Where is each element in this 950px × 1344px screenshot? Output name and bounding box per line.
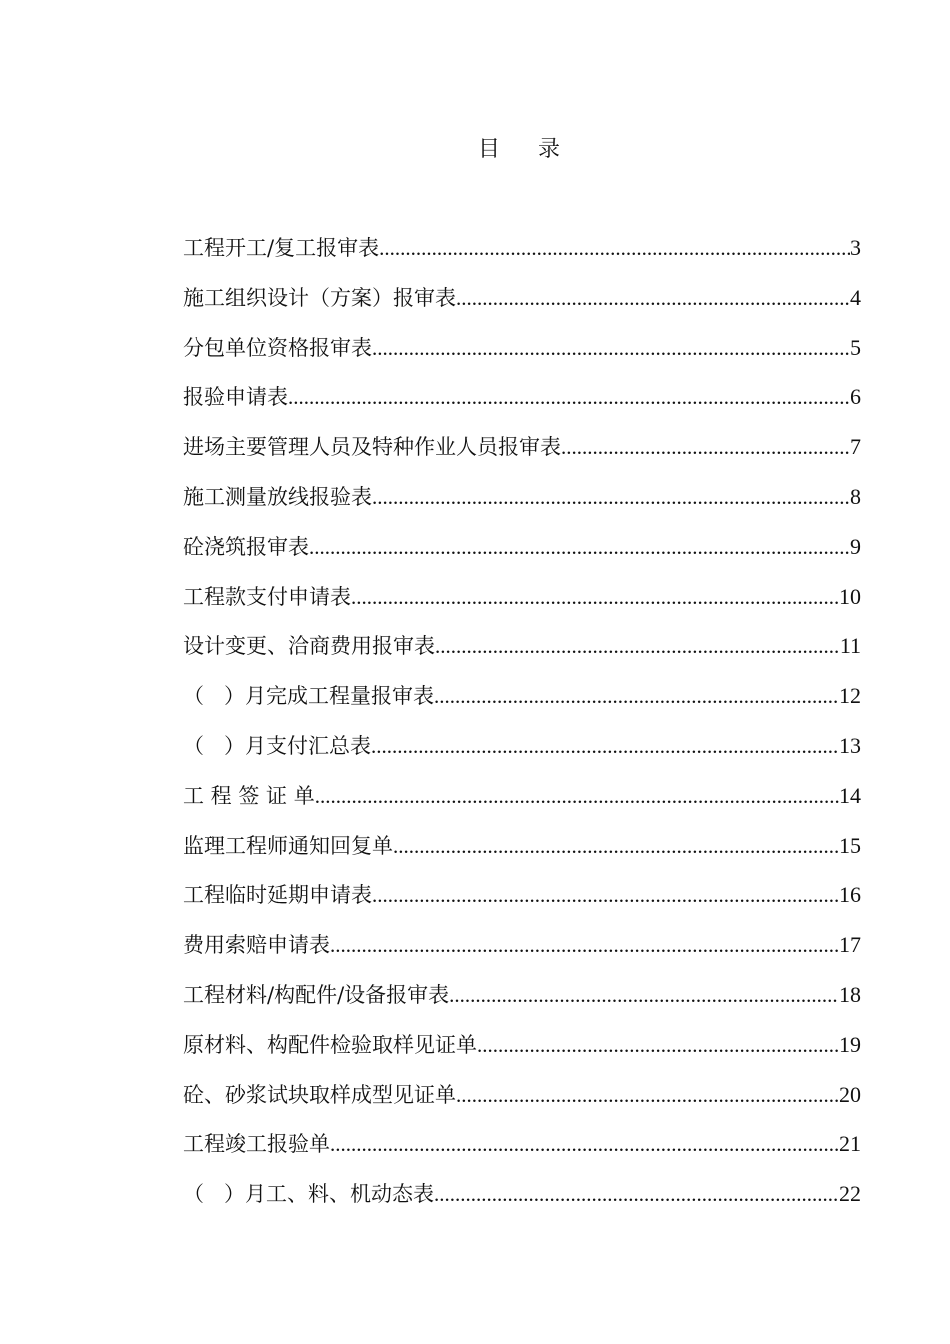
toc-dot-leader <box>351 579 839 615</box>
toc-page-number: 14 <box>839 782 861 808</box>
toc-entry[interactable] <box>183 1126 861 1176</box>
toc-dot-leader <box>315 778 839 814</box>
toc-entry-title: 施工组织设计（方案）报审表 <box>183 285 456 310</box>
toc-page-number: 5 <box>850 334 861 360</box>
toc-page-number: 19 <box>839 1031 861 1057</box>
toc-entry[interactable] <box>183 1077 861 1127</box>
toc-page-number: 22 <box>839 1181 861 1207</box>
toc-entry[interactable] <box>183 1027 861 1077</box>
toc-page-number: 9 <box>850 533 861 559</box>
toc-dot-leader <box>372 330 850 366</box>
toc-page-number: 11 <box>839 633 861 659</box>
toc-entry-title: 工程竣工报验单 <box>183 1132 330 1157</box>
toc-dot-leader <box>372 877 839 913</box>
toc-entry[interactable] <box>183 778 861 828</box>
toc-page-number: 21 <box>839 1131 861 1157</box>
toc-entry-title: 工程款支付申请表 <box>183 584 351 609</box>
toc-dot-leader <box>434 1176 839 1212</box>
toc-entry[interactable] <box>183 479 861 529</box>
toc-entry[interactable] <box>183 280 861 330</box>
page-title: 目 录 <box>478 137 562 162</box>
toc-entry[interactable] <box>183 579 861 629</box>
toc-page-number: 12 <box>839 683 861 709</box>
toc-entry-title: 进场主要管理人员及特种作业人员报审表 <box>183 435 561 460</box>
toc-entry[interactable] <box>183 678 861 728</box>
toc-page-number: 8 <box>850 483 861 509</box>
toc-entry[interactable] <box>183 877 861 927</box>
toc-entry[interactable] <box>183 379 861 429</box>
toc-entry-title: 工程材料/构配件/设备报审表 <box>183 982 450 1007</box>
toc-entry-title: （ ）月工、料、机动态表 <box>183 1182 435 1207</box>
toc-entry-title: 设计变更、洽商费用报审表 <box>183 634 435 659</box>
toc-dot-leader <box>309 529 850 565</box>
toc-page-number: 20 <box>839 1081 861 1107</box>
toc-entry[interactable] <box>183 230 861 280</box>
toc-entry-title: 砼、砂浆试块取样成型见证单 <box>183 1082 456 1107</box>
toc-entry-title: 砼浇筑报审表 <box>183 534 309 559</box>
toc-page-number: 6 <box>850 384 861 410</box>
toc-page-number: 13 <box>839 732 861 758</box>
toc-dot-leader <box>330 1126 839 1162</box>
toc-entry[interactable] <box>183 529 861 579</box>
toc-page-number: 18 <box>839 981 861 1007</box>
toc-entry[interactable] <box>183 628 861 678</box>
toc-entry-title: 工程临时延期申请表 <box>183 883 372 908</box>
toc-entry-title: 监理工程师通知回复单 <box>183 833 393 858</box>
toc-entry-title: 施工测量放线报验表 <box>183 484 372 509</box>
toc-entry-title: 原材料、构配件检验取样见证单 <box>183 1032 477 1057</box>
toc-dot-leader <box>371 728 839 764</box>
toc-entry-title: 报验申请表 <box>183 385 288 410</box>
toc-dot-leader <box>288 379 850 415</box>
toc-dot-leader <box>456 280 850 316</box>
toc-entry[interactable] <box>183 977 861 1027</box>
toc-dot-leader <box>435 628 840 664</box>
toc-page-number: 17 <box>839 932 861 958</box>
toc-entry-title: （ ）月完成工程量报审表 <box>183 684 435 709</box>
table-of-contents <box>183 230 861 1226</box>
toc-dot-leader <box>372 479 850 515</box>
toc-dot-leader <box>456 1077 839 1113</box>
toc-entry-title: （ ）月支付汇总表 <box>183 733 372 758</box>
toc-page-number: 15 <box>839 832 861 858</box>
toc-dot-leader <box>330 927 839 963</box>
toc-page-number: 4 <box>850 284 861 310</box>
toc-page-number: 16 <box>839 882 861 908</box>
toc-entry[interactable] <box>183 1176 861 1226</box>
toc-entry-title: 工 程 签 证 单 <box>183 783 315 808</box>
toc-page-number: 10 <box>839 583 861 609</box>
toc-page-number: 7 <box>850 434 861 460</box>
toc-entry[interactable] <box>183 728 861 778</box>
toc-entry[interactable] <box>183 927 861 977</box>
toc-entry-title: 费用索赔申请表 <box>183 933 330 958</box>
toc-dot-leader <box>449 977 839 1013</box>
toc-entry[interactable] <box>183 330 861 380</box>
toc-entry[interactable] <box>183 828 861 878</box>
toc-entry-title: 分包单位资格报审表 <box>183 335 372 360</box>
toc-dot-leader <box>561 429 850 465</box>
toc-dot-leader <box>393 828 839 864</box>
toc-page-number: 3 <box>850 235 861 260</box>
toc-dot-leader <box>434 678 839 714</box>
toc-entry-title: 工程开工/复工报审表 <box>183 236 380 260</box>
toc-dot-leader <box>477 1027 839 1063</box>
toc-dot-leader <box>379 230 850 266</box>
toc-entry[interactable] <box>183 429 861 479</box>
